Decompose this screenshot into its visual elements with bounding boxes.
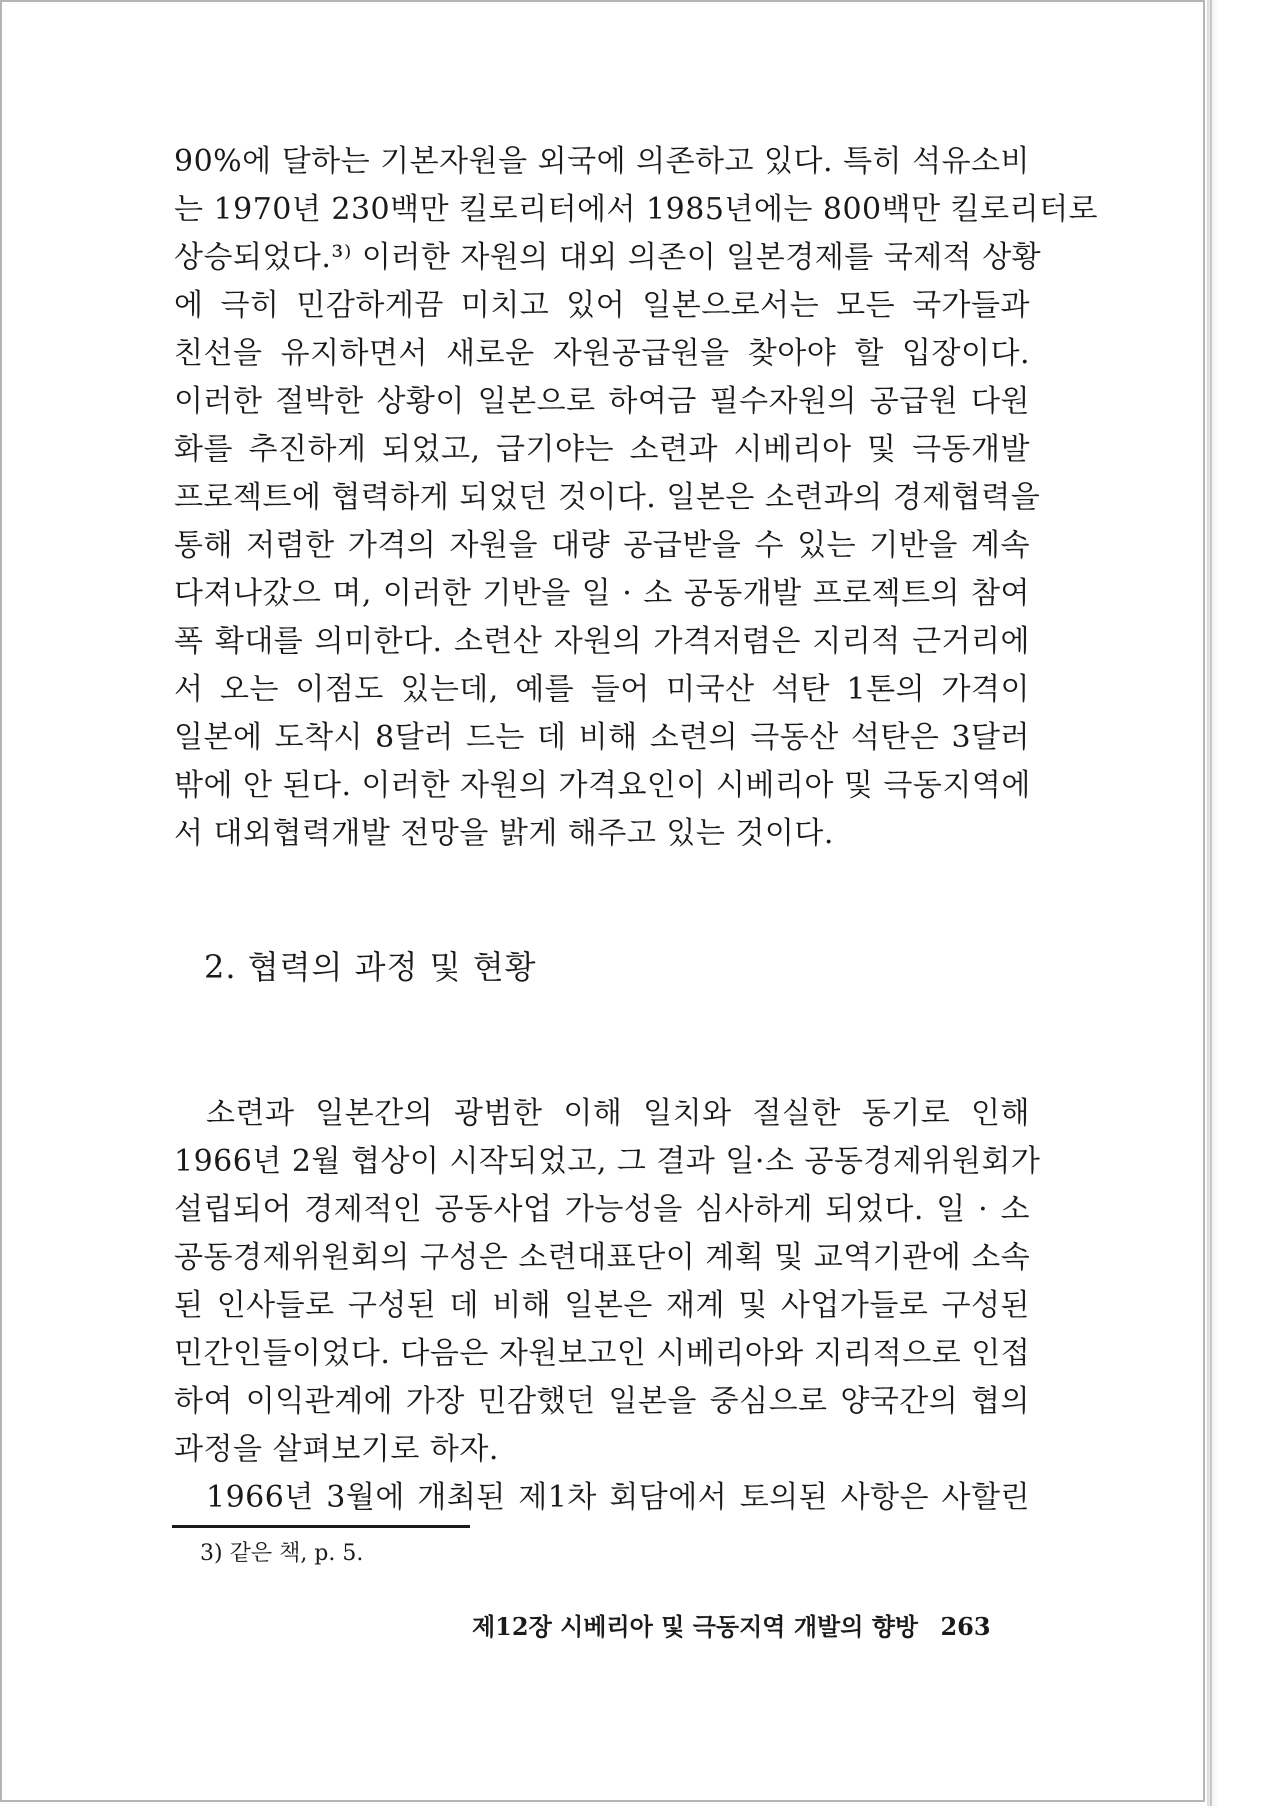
text-line: 일본에 도착시 8달러 드는 데 비해 소련의 극동산 석탄은 3달러 (174, 720, 1030, 755)
footnote: 3) 같은 책, p. 5. (200, 1541, 364, 1566)
text-line: 밖에 안 된다. 이러한 자원의 가격요인이 시베리아 및 극동지역에 (174, 768, 1031, 803)
text-line: 친선을 유지하면서 새로운 자원공급원을 찾아야 할 입장이다. (174, 336, 1030, 371)
text-line: 90%에 달하는 기본자원을 외국에 의존하고 있다. 특히 석유소비 (174, 144, 1030, 179)
text-line: 서 대외협력개발 전망을 밝게 해주고 있는 것이다. (174, 816, 834, 851)
text-line: 폭 확대를 의미한다. 소련산 자원의 가격저렴은 지리적 근거리에 (174, 624, 1030, 659)
text-line: 는 1970년 230백만 킬로리터에서 1985년에는 800백만 킬로리터로 (174, 192, 1099, 227)
text-line: 과정을 살펴보기로 하자. (174, 1432, 499, 1467)
text-line: 소련과 일본간의 광범한 이해 일치와 절실한 동기로 인해 (206, 1096, 1030, 1131)
chapter-title: 제12장 시베리아 및 극동지역 개발의 향방 (472, 1612, 919, 1641)
text-line: 하여 이익관계에 가장 민감했던 일본을 중심으로 양국간의 협의 (174, 1384, 1030, 1419)
page-edge-line (1210, 0, 1212, 1806)
section-heading: 2. 협력의 과정 및 현황 (204, 948, 537, 986)
text-line: 상승되었다.³⁾ 이러한 자원의 대외 의존이 일본경제를 국제적 상황 (174, 240, 1042, 275)
text-line: 다져나갔으 며, 이러한 기반을 일 · 소 공동개발 프로젝트의 참여 (174, 576, 1030, 611)
footnote-divider (172, 1525, 470, 1528)
text-line: 된 인사들로 구성된 데 비해 일본은 재계 및 사업가들로 구성된 (174, 1288, 1030, 1323)
text-line: 1966년 2월 협상이 시작되었고, 그 결과 일·소 공동경제위원회가 (174, 1144, 1041, 1179)
running-footer (472, 1607, 991, 1642)
text-line: 설립되어 경제적인 공동사업 가능성을 심사하게 되었다. 일 · 소 (174, 1192, 1030, 1227)
text-line: 프로젝트에 협력하게 되었던 것이다. 일본은 소련과의 경제협력을 (174, 480, 1041, 515)
text-line: 공동경제위원회의 구성은 소련대표단이 계획 및 교역기관에 소속 (174, 1240, 1031, 1275)
text-line: 통해 저렴한 가격의 자원을 대량 공급받을 수 있는 기반을 계속 (174, 528, 1030, 563)
paragraph-first-meeting (174, 1474, 1030, 1522)
page-edge-shadow (1207, 0, 1219, 1806)
text-line: 에 극히 민감하게끔 미치고 있어 일본으로서는 모든 국가들과 (174, 288, 1030, 323)
paragraph-continued (174, 138, 1099, 858)
text-line: 서 오는 이점도 있는데, 예를 들어 미국산 석탄 1톤의 가격이 (174, 672, 1030, 707)
text-line: 이러한 절박한 상황이 일본으로 하여금 필수자원의 공급원 다원 (174, 384, 1030, 419)
text-line: 민간인들이었다. 다음은 자원보고인 시베리아와 지리적으로 인접 (174, 1336, 1031, 1371)
text-line: 화를 추진하게 되었고, 급기야는 소련과 시베리아 및 극동개발 (174, 432, 1030, 467)
text-line: 1966년 3월에 개최된 제1차 회담에서 토의된 사항은 사할린 (206, 1480, 1030, 1515)
page-number: 263 (940, 1612, 991, 1641)
paragraph-cooperation-history (174, 1090, 1041, 1474)
